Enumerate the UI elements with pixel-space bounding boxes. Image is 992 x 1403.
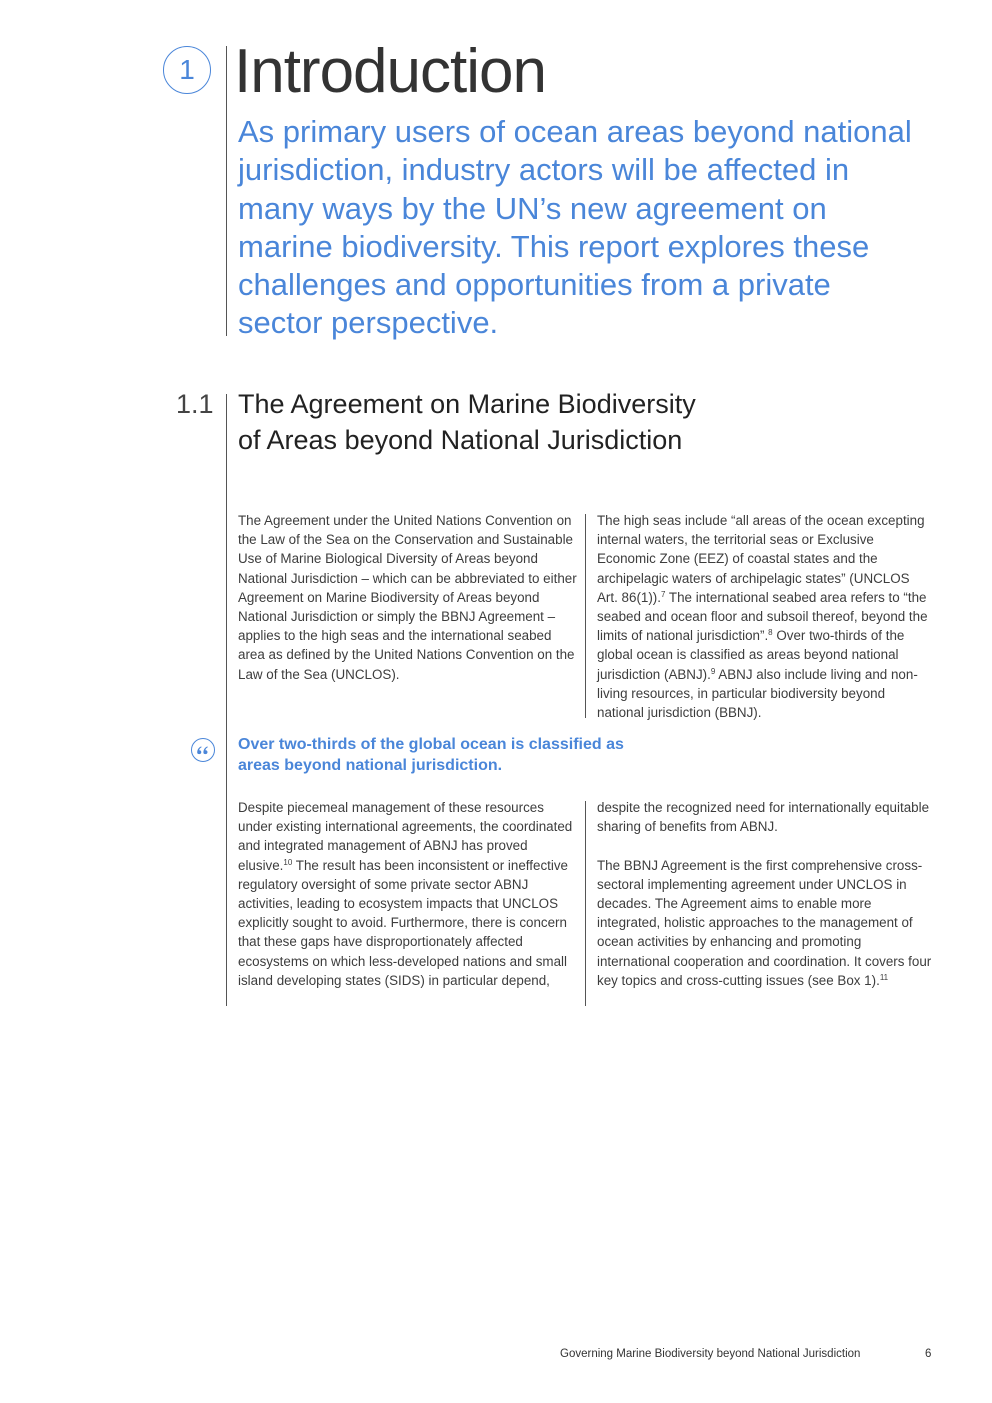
body-paragraph: despite the recognized need for internationally equitable sharing of benefits from ABNJ. — [597, 800, 930, 835]
body-paragraph — [597, 856, 932, 990]
vertical-rule — [226, 394, 227, 1006]
section-number: 1.1 — [176, 389, 214, 419]
quote-icon — [191, 738, 215, 762]
body-text: The high seas include “all areas of the ocean excepting internal waters, the territorial seas or Exclusive Economic Zone (EEZ) of coastal states and the archipelagic waters of archipelagic states” (UNCLOS Art. 86(1)). — [597, 513, 925, 605]
lead-paragraph: As primary users of ocean areas beyond national jurisdiction, industry actors will be affected in many ways by the UN’s new agreement on marine biodiversity. This report explores these challenges and opportunities from a private sector perspective. — [238, 114, 912, 341]
footer-title: Governing Marine Biodiversity beyond National Jurisdiction — [560, 1348, 861, 1360]
page-number: 6 — [925, 1348, 932, 1360]
body-text: Despite piecemeal management of these resources under existing international agreements, the coordinated and integrated management of ABNJ has proved elusive. — [238, 800, 573, 873]
chapter-number-badge — [163, 46, 211, 94]
body-paragraph — [238, 798, 578, 990]
body-paragraph — [597, 511, 932, 722]
body-text: Over two-thirds of the global ocean is classified as areas beyond national jurisdiction (ABNJ). — [597, 628, 905, 682]
footnote-ref[interactable]: 8 — [768, 628, 773, 638]
body-text: The international seabed area refers to “the seabed and ocean floor and subsoil thereof, beyond the limits of national jurisdiction”. — [597, 589, 928, 644]
section-title-line-1: The Agreement on Marine Biodiversity — [238, 389, 696, 419]
chapter-title: Introduction — [234, 37, 546, 106]
footnote-ref[interactable]: 7 — [661, 589, 666, 599]
body-paragraph: The Agreement under the United Nations Convention on the Law of the Sea on the Conservation and Sustainable Use of Marine Biological Diversity of Areas beyond National Jurisdiction – which can be abbreviated to either Agreement on Marine Biodiversity of Areas beyond National Jurisdiction or simply the BBNJ Agreement – applies to the high seas and the international seabed area as defined by the United Nations Convention on the Law of the Sea (UNCLOS). — [238, 513, 577, 682]
section-title — [238, 386, 838, 458]
pull-quote: Over two-thirds of the global ocean is classified as areas beyond national jurisdiction. — [238, 736, 624, 774]
footnote-ref[interactable]: 11 — [879, 972, 889, 982]
column-divider — [585, 514, 586, 718]
body-column — [597, 798, 932, 990]
body-text: The result has been inconsistent or ineffective regulatory oversight of some private sector ABNJ activities, leading to ecosystem impacts that UNCLOS explicitly sought to avoid. Furthermore, there is concern that these gaps have disproportionately affected ecosystems on which less-developed nations and small island developing states (SIDS) in particular depend, — [238, 857, 568, 988]
footnote-ref[interactable]: 9 — [710, 666, 716, 676]
body-text: The BBNJ Agreement is the first comprehensive cross-sectoral implementing agreement under UNCLOS in decades. The Agreement aims to enable more integrated, holistic approaches to the management of ocean activities by enhancing and promoting international cooperation and coordination. It covers four key topics and cross-cutting issues (see Box 1). — [597, 857, 932, 988]
vertical-rule — [226, 46, 227, 336]
column-divider — [585, 801, 586, 1006]
section-title-line-2: of Areas beyond National Jurisdiction — [238, 425, 683, 455]
body-text: ABNJ also include living and non-living resources, in particular biodiversity beyond national jurisdiction (BBNJ). — [597, 666, 918, 721]
chapter-number: 1 — [179, 54, 195, 85]
footnote-ref[interactable]: 10 — [283, 857, 293, 867]
